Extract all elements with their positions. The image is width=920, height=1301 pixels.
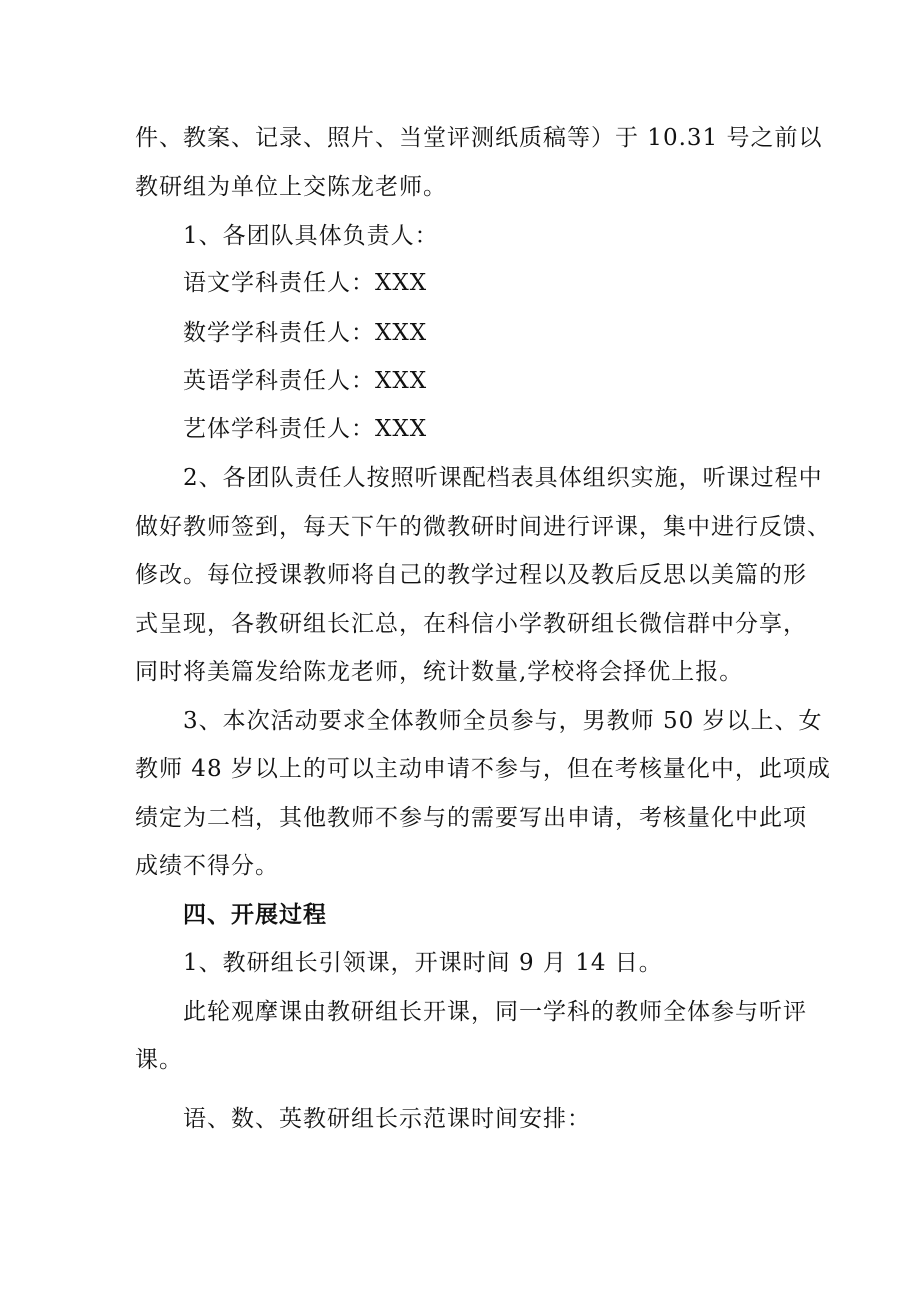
text-line: 英语学科责任人：XXX [183,368,428,394]
text-line: 2、各团队责任人按照听课配档表具体组织实施，听课过程中 [183,465,823,491]
text-line: 件、教案、记录、照片、当堂评测纸质稿等）于 10.31 号之前以 [135,125,823,151]
text-line: 式呈现，各教研组长汇总，在科信小学教研组长微信群中分享， [135,611,807,637]
text-line: 1、各团队具体负责人： [183,223,439,249]
text-line: 课。 [135,1047,183,1073]
text-line: 1、教研组长引领课，开课时间 9 月 14 日。 [183,950,663,976]
text-line: 教研组为单位上交陈龙老师。 [135,174,447,200]
text-line: 语、数、英教研组长示范课时间安排： [183,1106,591,1132]
text-line: 修改。每位授课教师将自己的教学过程以及教后反思以美篇的形 [135,562,807,588]
text-line: 成绩不得分。 [135,853,279,879]
text-line: 语文学科责任人：XXX [183,270,428,296]
text-line: 数学学科责任人：XXX [183,320,428,346]
text-line: 同时将美篇发给陈龙老师，统计数量,学校将会择优上报。 [135,659,744,685]
text-line: 艺体学科责任人：XXX [183,416,428,442]
text-line: 绩定为二档，其他教师不参与的需要写出申请，考核量化中此项 [135,805,807,831]
text-line: 做好教师签到，每天下午的微教研时间进行评课，集中进行反馈、 [135,514,831,540]
text-line: 此轮观摩课由教研组长开课，同一学科的教师全体参与听评 [183,999,807,1025]
text-line: 3、本次活动要求全体教师全员参与，男教师 50 岁以上、女 [183,708,823,734]
text-line: 教师 48 岁以上的可以主动申请不参与，但在考核量化中，此项成 [135,756,831,782]
section-heading: 四、开展过程 [183,902,327,928]
